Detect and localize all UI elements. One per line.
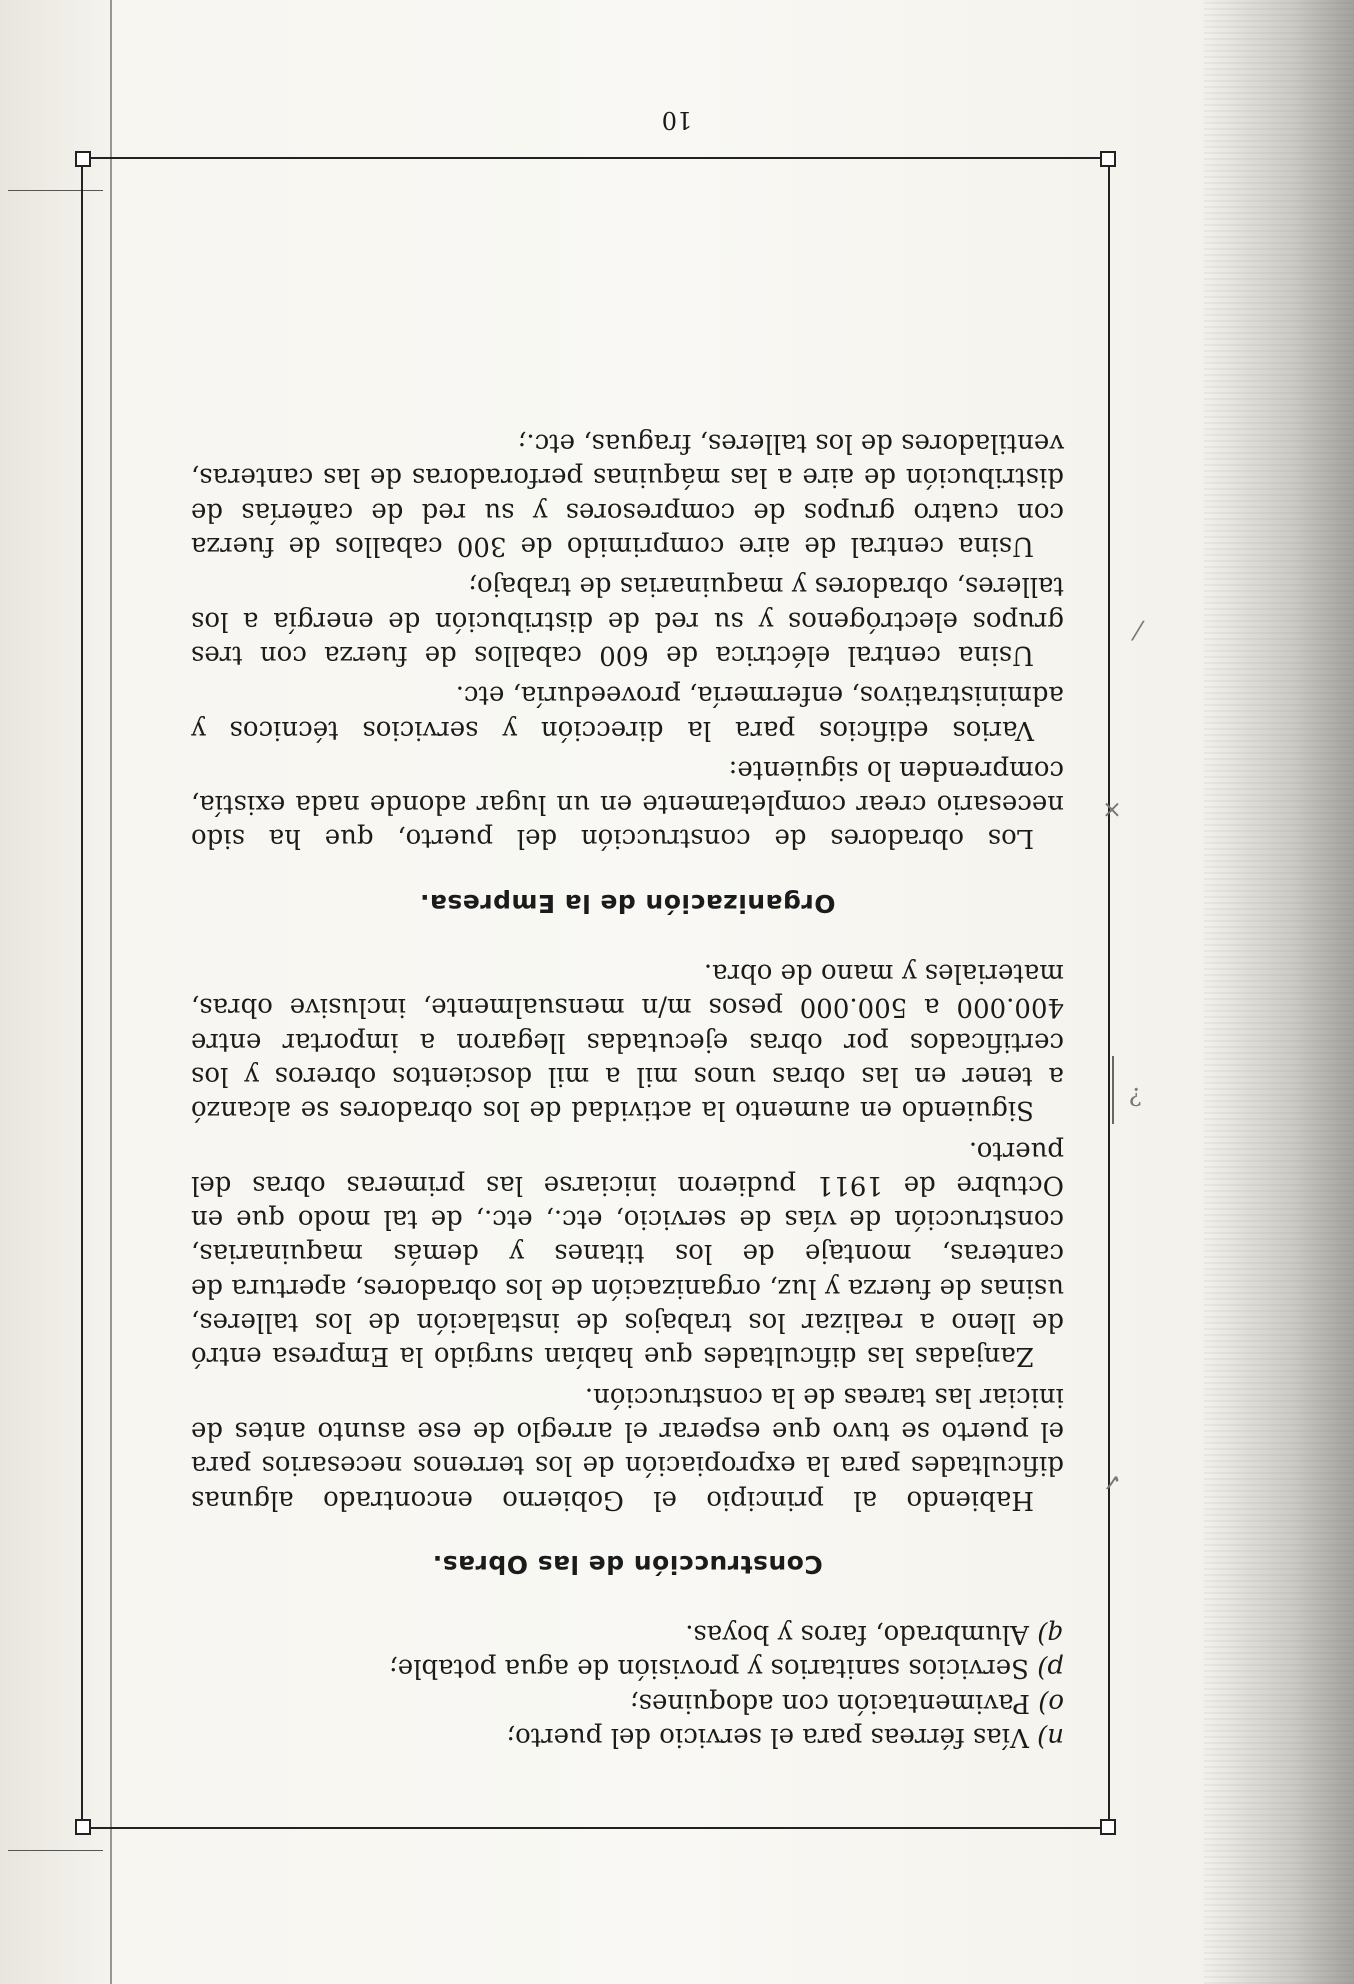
margin-x-mark: × [1101,796,1122,824]
section-heading-organizacion: Organización de la Empresa. [419,888,836,918]
paragraph: Siguiendo en aumento la actividad de los obradores se alcanzó a tener en las obras unos mil a mil doscientos obreros y los certificados por obras ejecutadas llegaron a importar entre 400.000 a 500.000 pesos m/n mensualmente, inclusive obras, materiales y mano de obra. [191,958,1064,1126]
scanner-edge-shadow [1204,0,1354,1984]
margin-pencil-mark: ? [1129,1082,1142,1110]
list-item: o) Pavimentación con adoquines; [629,1687,1064,1718]
margin-bracket-line [1112,1056,1114,1124]
frame-corner-handle[interactable] [75,151,91,167]
margin-check-mark: ✓ [1101,1468,1122,1496]
list-item: q) Alumbrado, faros y boyas. [685,1619,1064,1650]
paragraph: Los obradores de construcción del puerto, que ha sido necesario crear completamente en un lugar adonde nada existía, comprenden lo siguiente: [191,754,1064,854]
page-number: 10 [661,106,693,134]
frame-corner-handle[interactable] [75,1819,91,1835]
list-item: p) Servicios sanitarios y provisión de agua potable; [389,1653,1064,1684]
list-item: n) Vías férreas para el servicio del puerto; [506,1722,1064,1752]
frame-corner-handle[interactable] [1100,1819,1116,1835]
frame-corner-handle[interactable] [1100,151,1116,167]
paragraph: Varios edificios para la dirección y servicios técnicos y administrativos, enfermería, proveeduría, etc. [191,680,1064,745]
paragraph: Usina central eléctrica de 600 caballos de fuerza con tres grupos electrógenos y su red de distribución de energía a los talleres, obradores y maquinarias de trabajo; [191,571,1064,670]
paragraph: Habiendo al principio el Gobierno encontrado algunas dificultades para la expropiación de los terrenos necesarios para el puerto se tuvo que esperar el arreglo de ese asunto antes de iniciar las tareas de la construcción. [191,1381,1064,1515]
page-body [191,426,1064,1754]
margin-pencil-mark: ⁄ [1135,614,1140,644]
paragraph: Zanjadas las dificultades que habían surgido la Empresa entró de lleno a realizar los trabajos de instalación de los talleres, usinas de fuerza y luz, organización de los obradores, apertura de canteras, montaje de los titanes y demás maquinarias, construcción de vías de servicio, etc., etc., de tal modo que en Octubre de 1911 pudieron iniciarse las primeras obras del puerto. [191,1135,1064,1372]
section-heading-construccion: Construcción de las Obras. [432,1549,823,1579]
paragraph: Usina central de aire comprimido de 300 caballos de fuerza con cuatro grupos de compresores y su red de cañerías de distribución de aire a las máquinas perforadoras de las canteras, ventiladores de los talleres, fraguas, etc.; [191,428,1064,562]
